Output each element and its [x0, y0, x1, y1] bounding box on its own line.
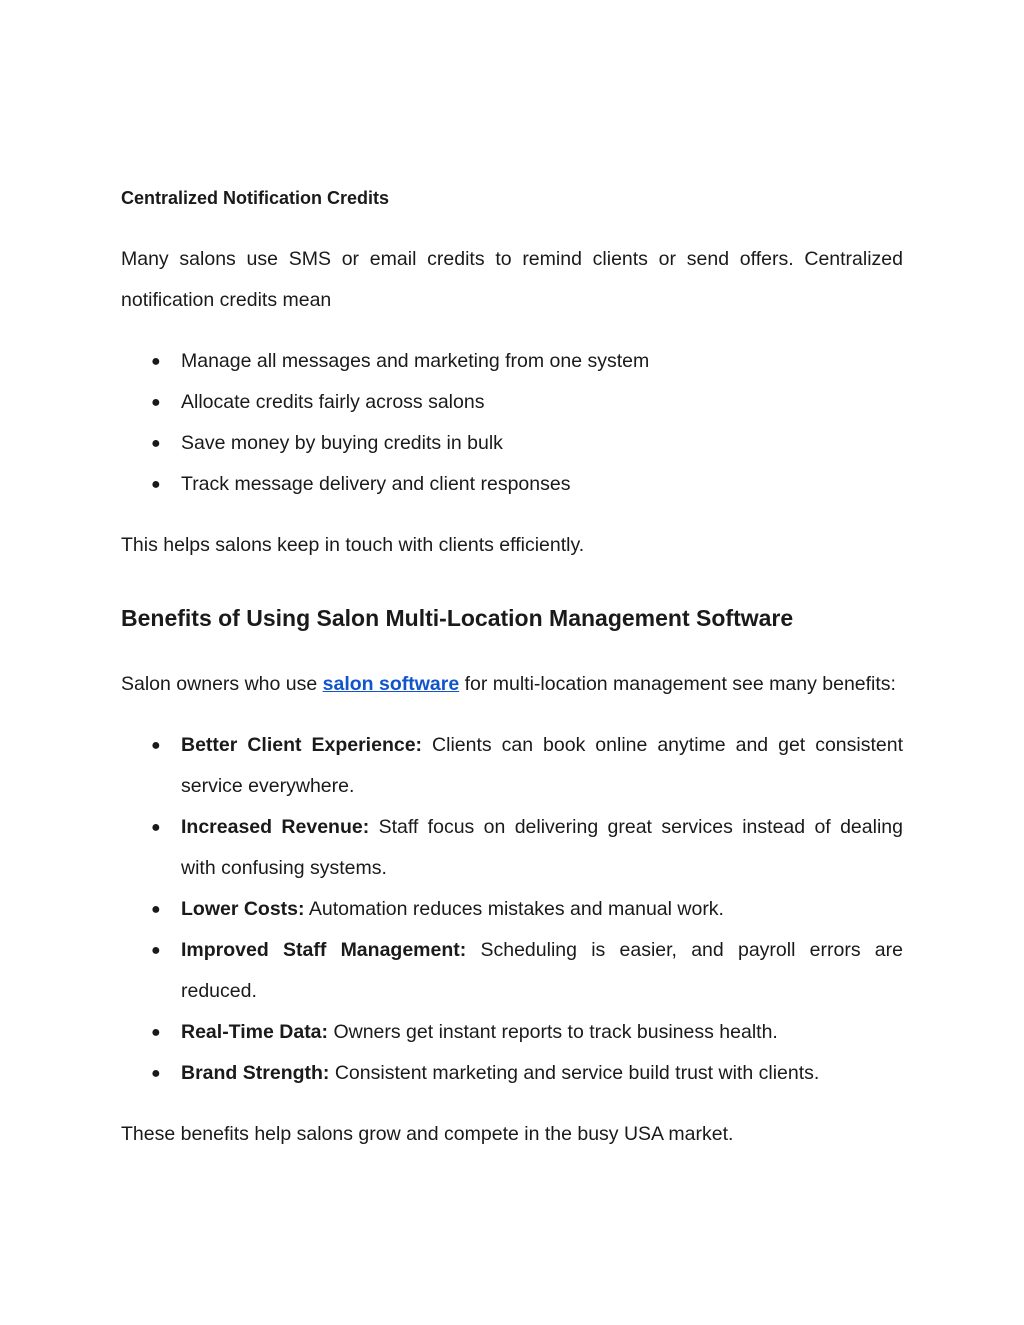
- bullet-icon: ●: [151, 819, 161, 836]
- list-item: ● Lower Costs: Automation reduces mistakes and manual work.: [121, 889, 903, 930]
- notification-credits-outro: This helps salons keep in touch with clients efficiently.: [121, 534, 585, 556]
- section-title-notification-credits: Centralized Notification Credits: [121, 188, 390, 208]
- bullet-icon: ●: [151, 942, 161, 959]
- list-item: ● Increased Revenue: Staff focus on delivering great services instead of dealing with confusing systems.: [121, 807, 903, 889]
- list-item: ● Improved Staff Management: Scheduling is easier, and payroll errors are reduced.: [121, 930, 903, 1012]
- bullet-icon: ●: [151, 737, 161, 754]
- notification-credits-list: [121, 341, 903, 505]
- bullet-icon: ●: [151, 1024, 161, 1041]
- list-item: ● Track message delivery and client responses: [121, 464, 903, 505]
- bullet-icon: ●: [151, 353, 161, 370]
- list-item: ● Real-Time Data: Owners get instant reports to track business health.: [121, 1012, 903, 1053]
- list-item: ● Manage all messages and marketing from one system: [121, 341, 903, 382]
- bullet-icon: ●: [151, 435, 161, 452]
- section-title-benefits: Benefits of Using Salon Multi-Location Management Software: [121, 605, 794, 631]
- list-item: ● Allocate credits fairly across salons: [121, 382, 903, 423]
- list-item: ● Brand Strength: Consistent marketing and service build trust with clients.: [121, 1053, 903, 1094]
- benefits-list: [121, 725, 903, 1094]
- benefits-outro: These benefits help salons grow and compete in the busy USA market.: [121, 1123, 734, 1145]
- salon-software-link[interactable]: salon software: [322, 673, 460, 695]
- notification-credits-intro: Many salons use SMS or email credits to remind clients or send offers. Centralized notification credits mean: [121, 248, 903, 311]
- document-page: [121, 178, 903, 1155]
- list-item: ● Save money by buying credits in bulk: [121, 423, 903, 464]
- list-item: ● Better Client Experience: Clients can book online anytime and get consistent service everywhere.: [121, 725, 903, 807]
- bullet-icon: ●: [151, 1065, 161, 1082]
- bullet-icon: ●: [151, 394, 161, 411]
- bullet-icon: ●: [151, 476, 161, 493]
- bullet-icon: ●: [151, 901, 161, 918]
- benefits-intro: Salon owners who use salon software for multi-location management see many benefits:: [121, 673, 896, 695]
